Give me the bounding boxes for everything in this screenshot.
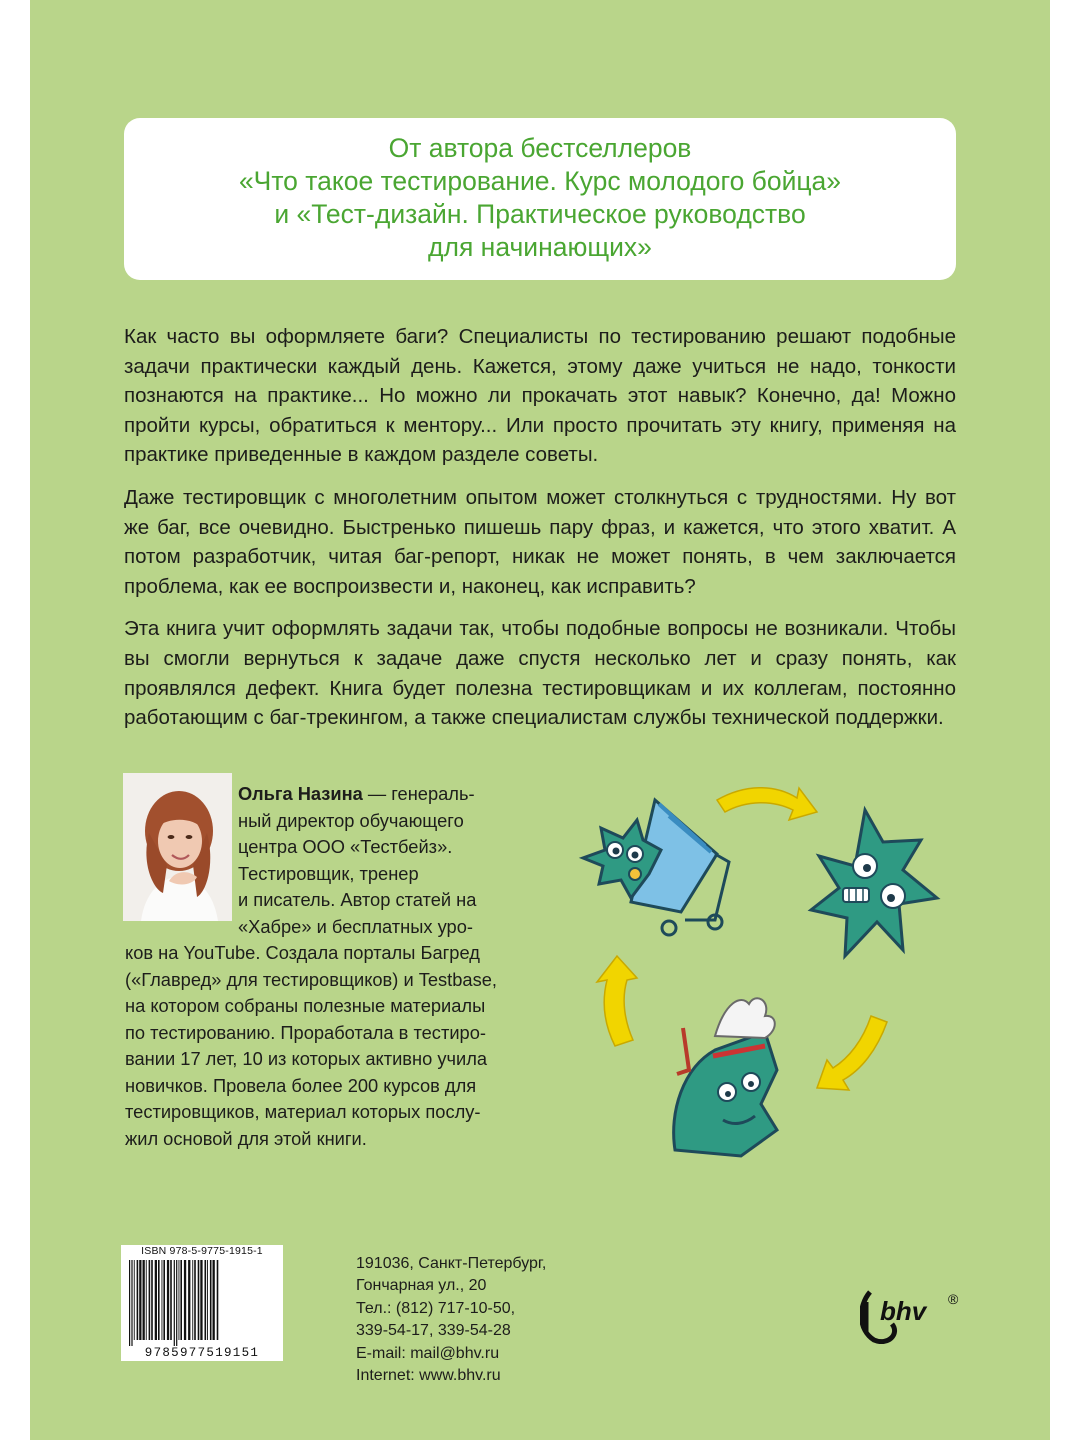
bio-line: ный директор обучающего: [238, 809, 464, 831]
address-line: 191036, Санкт-Петербург,: [356, 1255, 547, 1272]
angry-bug-icon: [811, 810, 937, 956]
address-line: Гончарная ул., 20: [356, 1277, 487, 1295]
logo-text: bhv: [880, 1296, 927, 1326]
bio-line: Тестировщик, тренер: [238, 862, 419, 884]
bhv-logo: [860, 1284, 970, 1344]
arrow-up-icon: [597, 956, 637, 1046]
bio-line: по тестированию. Проработала в тестиро-: [125, 1021, 486, 1043]
bio-line: тестировщиков, материал которых послу-: [125, 1101, 481, 1122]
bio-line: и писатель. Автор статей на: [238, 889, 477, 910]
bio-line: новичков. Провела более 200 курсов для: [125, 1074, 477, 1096]
bestseller-banner: [124, 118, 956, 280]
bio-line: «Хабре» и бесплатных уро-: [238, 915, 473, 937]
banner-line: и «Тест-дизайн. Практическое руководство: [274, 199, 806, 229]
barcode-bars: [127, 1260, 277, 1346]
bio-line: центра ООО «Тестбейз».: [238, 836, 453, 857]
bio-line: ков на YouTube. Создала порталы Багред: [125, 942, 480, 963]
phone-line: 339-54-17, 339-54-28: [356, 1322, 511, 1340]
banner-line: От автора бестселлеров: [388, 133, 692, 163]
bio-text: — генераль-: [362, 783, 475, 804]
registered-mark: ®: [948, 1291, 959, 1307]
website-line: Internet: www.bhv.ru: [356, 1367, 501, 1385]
email-line: E-mail: mail@bhv.ru: [356, 1344, 500, 1362]
baby-bug-icon: [583, 800, 729, 935]
old-bug-icon: [674, 998, 777, 1156]
bio-line: («Главред» для тестировщиков) и Testbase,: [125, 968, 497, 990]
arrow-right-icon: [717, 788, 817, 820]
bio-line: [125, 781, 545, 808]
banner-line: для начинающих»: [428, 232, 652, 262]
author-bio: [125, 781, 545, 1152]
author-name: Ольга Назина: [238, 783, 363, 804]
arrow-down-left-icon: [817, 1016, 887, 1090]
isbn-label: ISBN 978-5-9775-1915-1: [141, 1245, 263, 1257]
book-description: [124, 322, 956, 746]
publisher-contacts: [356, 1253, 546, 1387]
bio-line: на котором собраны полезные материалы: [125, 995, 486, 1016]
banner-line: «Что такое тестирование. Курс молодого бойца»: [238, 166, 842, 196]
barcode-digits: 9785977519151: [144, 1346, 260, 1360]
phone-line: Тел.: (812) 717-10-50,: [356, 1299, 516, 1317]
bio-line: жил основой для этой книги.: [125, 1127, 367, 1149]
description-paragraph: Как часто вы оформляете баги? Специалисты по тестированию решают подобные задачи практически каждый день. Кажется, этому даже учиться не надо, тонкости познаются на практике... Но можно ли прокачать этот навык? Конечно, да! Можно пройти курсы, обратиться к ментору... Или просто прочитать эту книгу, применяя на практике приведенные в каждом разделе советы.: [124, 325, 956, 467]
bug-lifecycle-illustration: [565, 770, 975, 1170]
isbn-barcode: [121, 1245, 283, 1361]
description-paragraph: Эта книга учит оформлять задачи так, чтобы подобные вопросы не возникали. Чтобы вы смогли вернуться к задаче даже спустя несколько лет и сразу понять, как проявлялся дефект. Книга будет полезна тестировщикам и их коллегам, постоянно работающим с баг-трекингом, а также специалистам службы технической поддержки.: [124, 617, 956, 730]
description-paragraph: Даже тестировщик с многолетним опытом может столкнуться с трудностями. Ну вот же баг, все очевидно. Быстренько пишешь пару фраз, и кажется, что этого хватит. А потом разработчик, читая баг-репорт, никак не может понять, в чем заключается проблема, как ее воспроизвести и, наконец, как исправить?: [124, 485, 956, 598]
bio-line: вании 17 лет, 10 из которых активно учила: [125, 1048, 488, 1069]
